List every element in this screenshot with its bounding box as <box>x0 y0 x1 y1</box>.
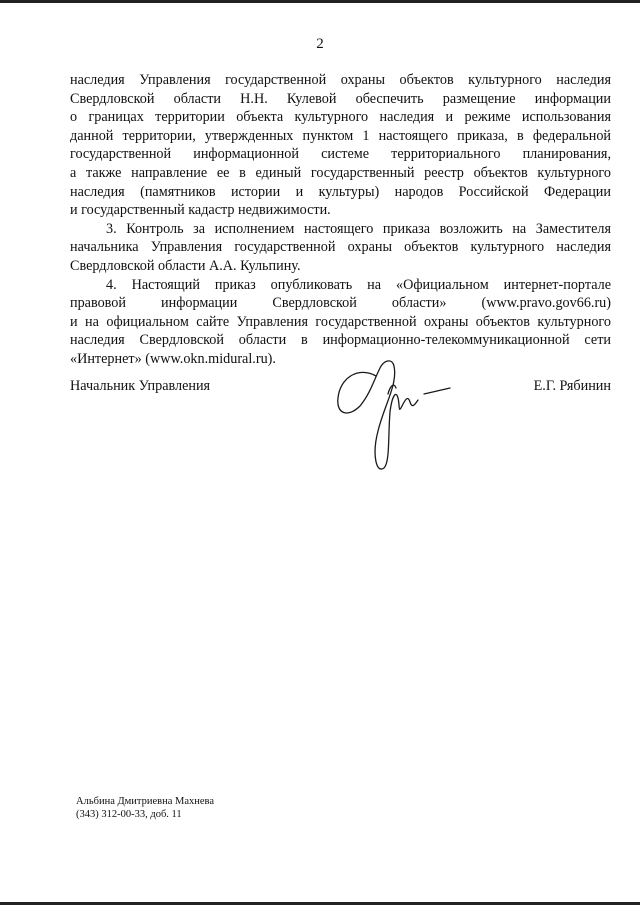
page-top-edge <box>0 0 640 3</box>
signatory-name: Е.Г. Рябинин <box>533 378 611 394</box>
text-line: правовой информации Свердловской области» (www.pravo.gov66.ru) <box>70 295 611 312</box>
paragraph-continuation <box>70 71 611 220</box>
handwritten-signature <box>318 336 468 486</box>
executor-phone: (343) 312-00-33, доб. 11 <box>76 809 182 820</box>
text-line: наследия Управления государственной охраны объектов культурного наследия <box>70 72 611 88</box>
text-line: и государственный кадастр недвижимости. <box>70 202 331 219</box>
text-line: 4. Настоящий приказ опубликовать на «Официальном интернет-портале <box>106 276 611 293</box>
text-line: Свердловской области Н.Н. Кулевой обеспечить размещение информации <box>70 90 611 107</box>
text-line: 3. Контроль за исполнением настоящего приказа возложить на Заместителя <box>106 220 611 237</box>
text-line: наследия Свердловской области в информационно-телекоммуникационной сети <box>70 332 611 349</box>
text-line: а также направление ее в единый государственный реестр объектов культурного <box>70 164 611 181</box>
executor-info <box>76 795 214 821</box>
text-line: наследия (памятников истории и культуры) народов Российской Федерации <box>70 183 611 200</box>
text-line: о границах территории объекта культурного наследия и режиме использования <box>70 109 611 126</box>
text-line: и на официальном сайте Управления государственной охраны объектов культурного <box>70 313 611 330</box>
text-line: Свердловской области А.А. Кульпину. <box>70 257 301 274</box>
text-line: данной территории, утвержденных пунктом 1 настоящего приказа, в федеральной <box>70 127 611 144</box>
paragraph-item-3 <box>70 220 611 276</box>
document-body <box>70 71 611 369</box>
executor-name: Альбина Дмитриевна Махнева <box>76 796 215 807</box>
text-line: «Интернет» (www.okn.midural.ru). <box>70 350 276 367</box>
text-line: начальника Управления государственной охраны объектов культурного наследия <box>70 239 611 256</box>
text-line: государственной информационной системе территориального планирования, <box>70 146 611 163</box>
page-number: 2 <box>316 36 324 52</box>
signatory-position: Начальник Управления <box>70 378 211 394</box>
